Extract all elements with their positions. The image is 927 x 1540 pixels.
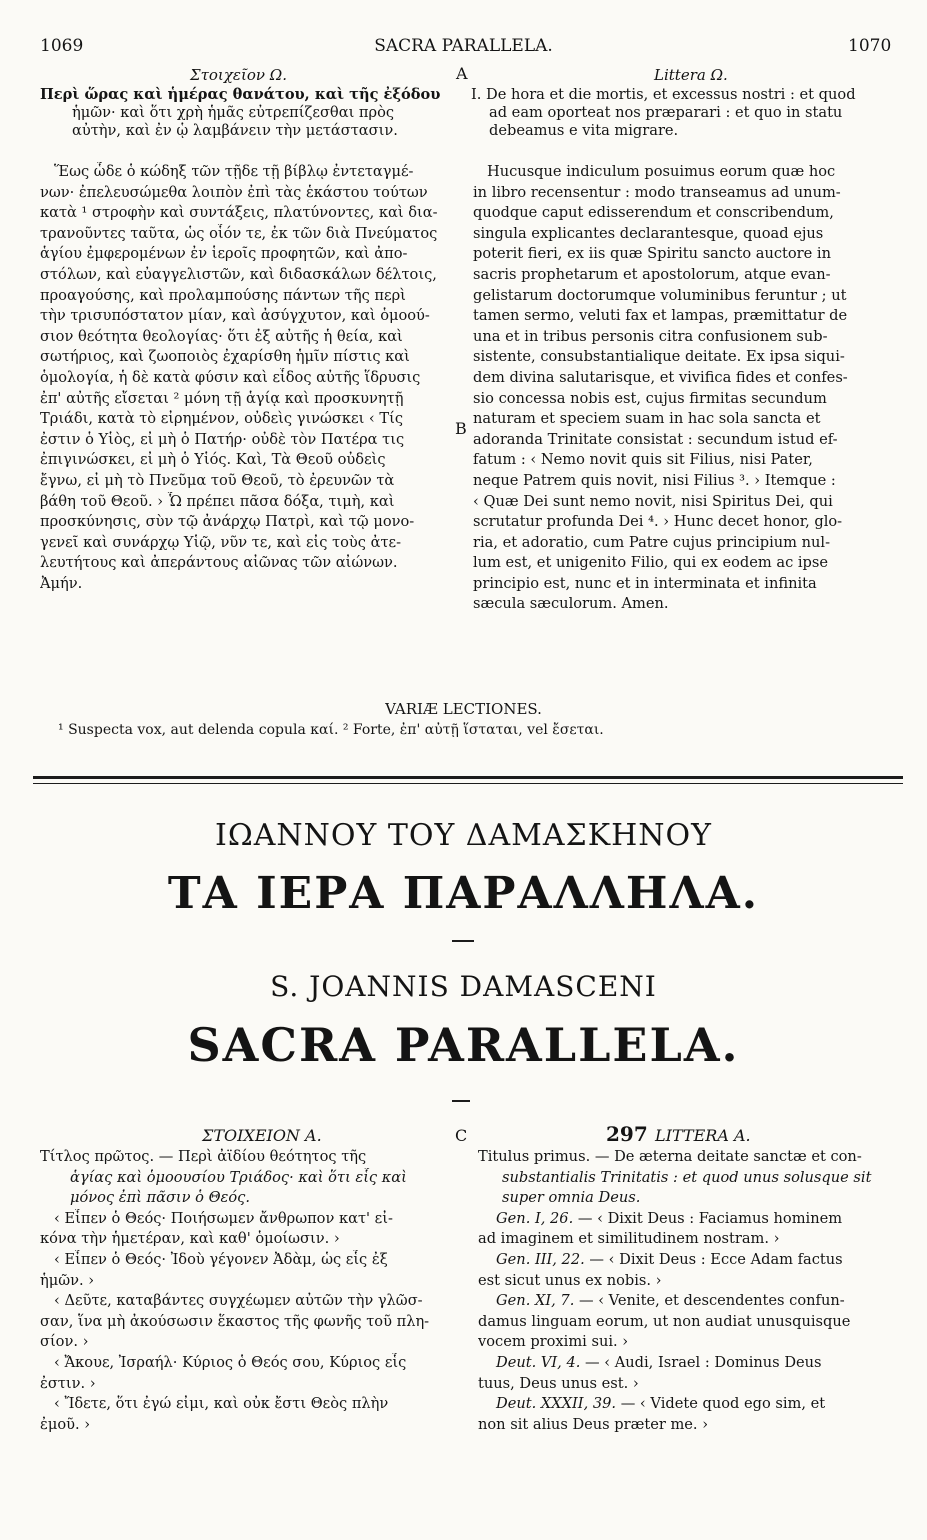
lower-right-latin-text	[478, 1147, 890, 1435]
lower-left-text-line: ‹ Ἴδετε, ὅτι ἐγώ εἰμι, καὶ οὐκ ἔστι Θεὸς πλὴν	[54, 1395, 389, 1413]
upper-left-text-line: ἐπιγινώσκει, εἰ μὴ ὁ Υἱός. Καὶ, Τὰ Θεοῦ οὐδεὶς	[40, 451, 386, 469]
column-number: 297	[606, 1122, 648, 1146]
page-number-left: 1069	[40, 36, 84, 56]
lower-right-entry-line: Gen. XI, 7. — ‹ Venite, et descendentes confun-	[496, 1292, 845, 1310]
upper-right-text-line: una et in tribus personis citra confusionem sub-	[473, 327, 828, 345]
upper-right-rubric-line: debeamus e vita migrare.	[489, 122, 679, 139]
lower-right-entry-line: Deut. XXXII, 39. — ‹ Videte quod ego sim, et	[496, 1395, 826, 1413]
column-marker-b: B	[455, 419, 467, 438]
column-marker-c: C	[455, 1126, 468, 1145]
upper-left-text-line: τρανοῦντες ταῦτα, ὡς οἷόν τε, ἐκ τῶν διὰ Πνεύματος	[40, 224, 438, 242]
lower-right-title-line: substantialis Trinitatis : et quod unus solusque sit	[502, 1168, 872, 1186]
greek-author-title: ΙΩΑΝΝΟΥ ΤΟΥ ΔΑΜΑΣΚΗΝΟΥ	[215, 818, 712, 853]
lower-right-entry-line: non sit alius Deus præter me. ›	[478, 1415, 709, 1433]
lower-left-text-line: ‹ Δεῦτε, καταβάντες συγχέωμεν αὐτῶν τὴν γλῶσ-	[54, 1292, 423, 1310]
upper-right-rubric	[471, 86, 891, 140]
upper-left-text-line: σωτήριος, καὶ ζωοποιὸς ἐχαρίσθη ἡμῖν πίστις καὶ	[40, 348, 410, 366]
upper-right-text-line: quodque caput edisserendum et conscribendum,	[473, 204, 834, 222]
lower-left-text-line: ‹ Ἄκουε, Ἰσραήλ· Κύριος ὁ Θεός σου, Κύριος εἷς	[54, 1353, 407, 1371]
lower-left-text-line: μόνος ἐπὶ πᾶσιν ὁ Θεός.	[70, 1189, 250, 1207]
upper-right-text-line: sacris prophetarum et apostolorum, atque evan-	[473, 265, 831, 283]
lower-left-text-line: σαν, ἵνα μὴ ἀκούσωσιν ἕκαστος τῆς φωνῆς τοῦ πλη-	[40, 1312, 430, 1330]
upper-right-heading: Littera Ω.	[654, 66, 728, 84]
upper-left-rubric	[40, 86, 452, 140]
latin-author-title: S. JOANNIS DAMASCENI	[270, 970, 657, 1003]
upper-right-text-line: gelistarum doctorumque voluminibus feruntur ; ut	[473, 286, 847, 304]
upper-right-text-line: Hucusque indiculum posuimus eorum quæ hoc	[487, 163, 836, 180]
upper-right-text-line: lum est, et unigenito Filio, qui ex eodem ac ipse	[473, 554, 829, 572]
upper-left-text-line: τὴν τρισυπόστατον μίαν, καὶ ἀσύγχυτον, καὶ ὁμοού-	[40, 307, 430, 325]
lower-left-text-line: σίον. ›	[40, 1333, 89, 1351]
upper-right-text-line: sæcula sæculorum. Amen.	[473, 595, 669, 613]
upper-right-text-line: sistente, consubstantialique deitate. Ex ipsa siqui-	[473, 348, 845, 366]
upper-right-text-line: naturam et speciem suam in hac sola sancta et	[473, 410, 821, 428]
upper-right-text-line: scrutatur profunda Dei ⁴. › Hunc decet honor, glo-	[473, 513, 843, 531]
lower-right-entry-line: Gen. III, 22. — ‹ Dixit Deus : Ecce Adam factus	[496, 1250, 843, 1268]
lower-left-text-line: ‹ Εἶπεν ὁ Θεός· Ποιήσωμεν ἄνθρωπον κατ' εἰ-	[54, 1209, 393, 1227]
lower-left-heading: ΣΤΟΙΧΕΙΟΝ Α.	[202, 1126, 322, 1145]
latin-work-title: SACRA PARALLELA.	[187, 1018, 740, 1072]
upper-right-text-line: ria, et adoratio, cum Patre cujus principium nul-	[473, 533, 831, 551]
greek-work-title: ΤΑ ΙΕΡΑ ΠΑΡΑΛΛΗΛΑ.	[167, 868, 760, 919]
upper-left-text-line: ἔγνω, εἰ μὴ τὸ Πνεῦμα τοῦ Θεοῦ, τὸ ἐρευνῶν τὰ	[40, 471, 395, 489]
column-marker-a: A	[456, 64, 468, 83]
upper-left-text-line: κατὰ ¹ στροφὴν καὶ συντάξεις, πλατύνοντες, καὶ δια-	[40, 204, 438, 222]
upper-left-rubric-line: αὐτὴν, καὶ ἐν ᾧ λαμβάνειν τὴν μετάστασιν.	[72, 122, 398, 139]
lower-right-entry-line: Deut. VI, 4. — ‹ Audi, Israel : Dominus Deus	[496, 1353, 822, 1371]
lower-left-text-line: ἐστιν. ›	[40, 1374, 96, 1392]
variae-lectiones-heading: VARIÆ LECTIONES.	[385, 700, 542, 718]
scripture-reference: Gen. XI, 7.	[496, 1292, 579, 1310]
lower-left-text-line: ἡμῶν. ›	[40, 1271, 95, 1289]
upper-right-text-line: dem divina salutarisque, et vivifica fides et confes-	[473, 368, 848, 386]
title-dash-1	[452, 940, 474, 942]
upper-left-text-line: νων· ἐπελευσώμεθα λοιπὸν ἐπὶ τὰς ἑκάστου τούτων	[40, 183, 428, 201]
upper-left-text-line: προαγούσης, καὶ προλαμπούσης πάντων τῆς περὶ	[40, 286, 406, 304]
upper-right-latin-text	[473, 162, 891, 615]
lower-right-heading: LITTERA A.	[655, 1126, 751, 1145]
lower-right-entry-line: vocem proximi sui. ›	[478, 1333, 629, 1351]
upper-right-text-line: sio concessa nobis est, cujus firmitas secundum	[473, 389, 827, 407]
lower-right-entry-line: est sicut unus ex nobis. ›	[478, 1271, 662, 1289]
upper-right-text-line: neque Patrem quis novit, nisi Filius ³. › Itemque :	[473, 471, 836, 489]
upper-left-text-line: Ἀμήν.	[40, 574, 83, 592]
upper-left-text-line: ἁγίου ἐμφερομένων ἐν ἱεροῖς προφητῶν, καὶ ἀπο-	[40, 245, 408, 263]
upper-left-greek-text	[40, 162, 454, 594]
upper-left-text-line: Τριάδι, κατὰ τὸ εἰρημένον, οὐδεὶς γινώσκει ‹ Τίς	[40, 410, 404, 428]
lower-left-text-line: ‹ Εἶπεν ὁ Θεός· Ἰδοὺ γέγονεν Ἀδὰμ, ὡς εἷς ἐξ	[54, 1250, 388, 1268]
upper-left-heading: Στοιχεῖον Ω.	[190, 66, 287, 84]
upper-right-text-line: in libro recensentur : modo transeamus ad unum-	[473, 183, 841, 201]
variae-lectiones-notes: ¹ Suspecta vox, aut delenda copula καί. ² Forte, ἐπ' αὐτῇ ἵσταται, vel ἔσεται.	[58, 722, 604, 738]
lower-right-title-line: Titulus primus. — De æterna deitate sanctæ et con-	[478, 1148, 862, 1165]
lower-right-entry-line: tuus, Deus unus est. ›	[478, 1374, 639, 1392]
upper-right-rubric-line: I. De hora et die mortis, et excessus nostri : et quod	[471, 86, 856, 103]
upper-left-text-line: βάθη τοῦ Θεοῦ. › Ὧ πρέπει πᾶσα δόξα, τιμὴ, καὶ	[40, 492, 395, 510]
lower-right-entry-line: Gen. I, 26. — ‹ Dixit Deus : Faciamus hominem	[496, 1209, 843, 1227]
upper-left-text-line: ἐστιν ὁ Υἱὸς, εἰ μὴ ὁ Πατήρ· οὐδὲ τὸν Πατέρα τις	[40, 430, 405, 448]
upper-left-text-line: σιον θεότητα θεολογίας· ὅτι ἐξ αὐτῆς ἡ θεία, καὶ	[40, 327, 403, 345]
lower-right-title-line: super omnia Deus.	[502, 1189, 641, 1207]
upper-right-text-line: fatum : ‹ Nemo novit quis sit Filius, nisi Pater,	[473, 451, 813, 469]
lower-left-text-line: ἁγίας καὶ ὁμοουσίου Τριάδος· καὶ ὅτι εἷς καὶ	[70, 1168, 407, 1186]
upper-right-text-line: adoranda Trinitate consistat : secundum istud ef-	[473, 430, 838, 448]
lower-right-entry-line: damus linguam eorum, ut non audiat unusquisque	[478, 1312, 851, 1330]
upper-left-rubric-line: ἡμῶν· καὶ ὅτι χρὴ ἡμᾶς εὐτρεπίζεσθαι πρὸς	[72, 104, 395, 121]
title-dash-2	[452, 1100, 470, 1102]
lower-right-entry-line: ad imaginem et similitudinem nostram. ›	[478, 1230, 780, 1248]
scripture-reference: Gen. I, 26.	[496, 1209, 578, 1227]
upper-right-text-line: ‹ Quæ Dei sunt nemo novit, nisi Spiritus Dei, qui	[473, 492, 833, 510]
upper-right-text-line: tamen sermo, veluti fax et lampas, præmittatur de	[473, 307, 848, 325]
upper-left-text-line: ἐπ' αὐτῆς εἴσεται ² μόνη τῇ ἁγίᾳ καὶ προσκυνητῇ	[40, 389, 404, 407]
running-title: SACRA PARALLELA.	[374, 36, 553, 56]
upper-right-text-line: principio est, nunc et in interminata et infinita	[473, 574, 817, 592]
upper-left-text-line: στόλων, καὶ εὐαγγελιστῶν, καὶ διδασκάλων δέλτοις,	[40, 265, 437, 283]
separator-rule-thick	[33, 776, 903, 779]
upper-left-rubric-line: Περὶ ὥρας καὶ ἡμέρας θανάτου, καὶ τῆς ἐξόδου	[40, 86, 441, 103]
scripture-reference: Deut. VI, 4.	[496, 1353, 586, 1371]
lower-left-text-line: κόνα τὴν ἡμετέραν, καὶ καθ' ὁμοίωσιν. ›	[40, 1230, 340, 1248]
scripture-reference: Gen. III, 22.	[496, 1250, 590, 1268]
upper-left-text-line: λευτήτους καὶ ἀπεράντους αἰῶνας τῶν αἰώνων.	[40, 554, 398, 572]
upper-left-text-line: ὁμολογία, ἡ δὲ κατὰ φύσιν καὶ εἶδος αὐτῆς ἵδρυσις	[40, 368, 421, 386]
upper-left-text-line: προσκύνησις, σὺν τῷ ἀνάρχῳ Πατρὶ, καὶ τῷ μονο-	[40, 513, 415, 531]
upper-left-text-line: γενεῖ καὶ συνάρχῳ Υἱῷ, νῦν τε, καὶ εἰς τοὺς ἀτε-	[40, 533, 402, 551]
lower-left-text-line: ἐμοῦ. ›	[40, 1415, 91, 1433]
upper-right-text-line: poterit fieri, ex iis quæ Spiritu sancto auctore in	[473, 245, 831, 263]
lower-left-greek-text	[40, 1147, 454, 1435]
scripture-reference: Deut. XXXII, 39.	[496, 1395, 621, 1413]
upper-right-rubric-line: ad eam oporteat nos præparari : et quo in statu	[489, 104, 843, 121]
upper-right-text-line: singula explicantes declarantesque, quoad ejus	[473, 224, 824, 242]
separator-rule-thin	[33, 783, 903, 784]
page-number-right: 1070	[848, 36, 892, 56]
upper-left-text-line: Ἕως ὧδε ὁ κώδηξ τῶν τῇδε τῇ βίβλῳ ἐντεταγμέ-	[54, 163, 414, 180]
lower-left-text-line: Τίτλος πρῶτος. — Περὶ ἀϊδίου θεότητος τῆς	[40, 1148, 367, 1165]
